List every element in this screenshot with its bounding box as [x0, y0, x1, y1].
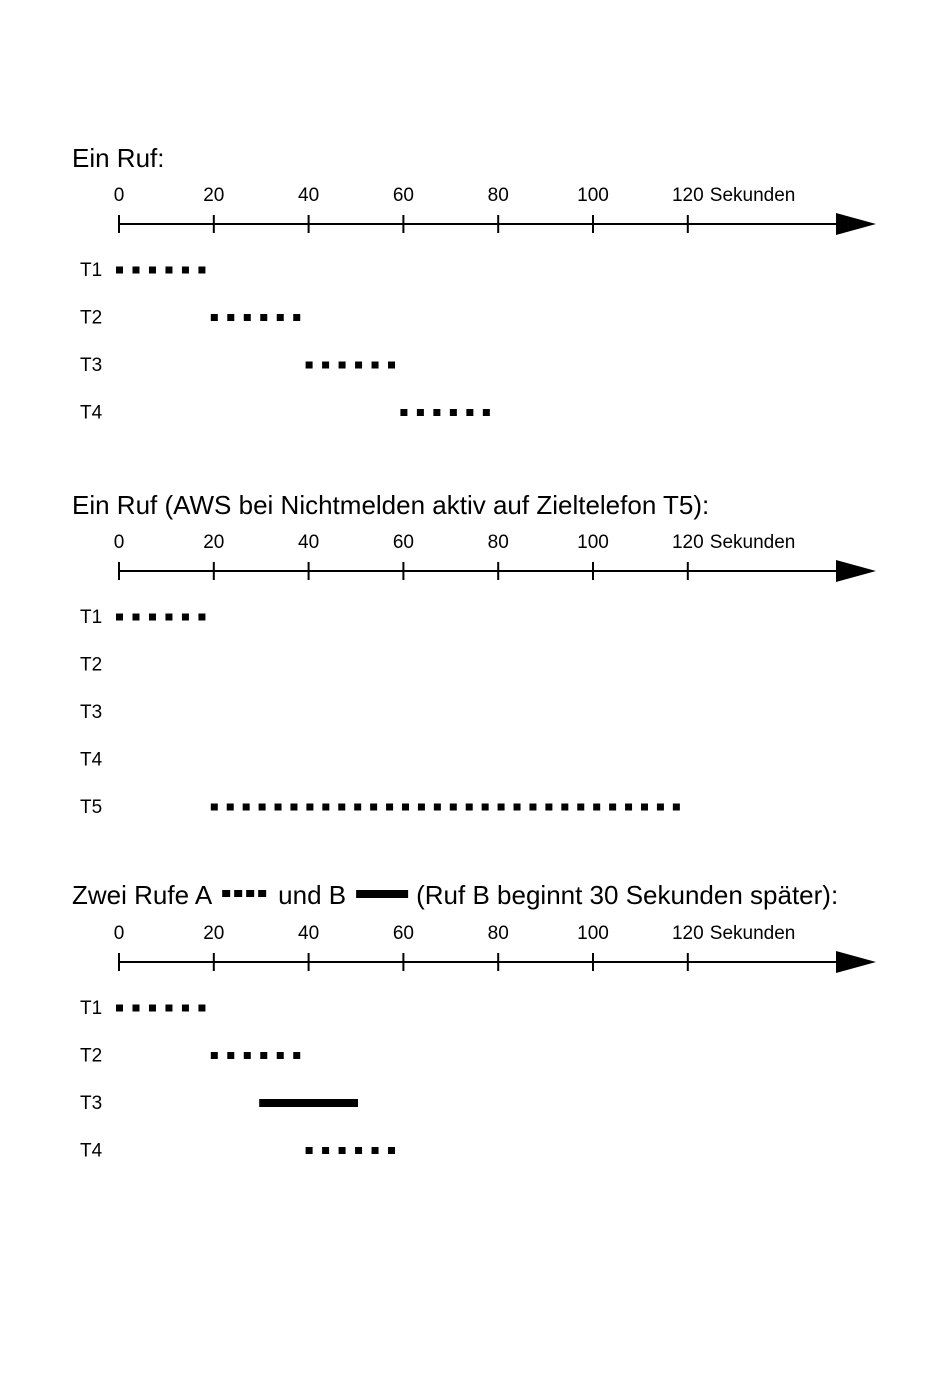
call-a-ring-dash: [577, 804, 584, 811]
axis-tick-label: 80: [487, 185, 509, 206]
call-a-ring-dash: [466, 804, 473, 811]
call-a-ring-dash: [339, 1147, 346, 1154]
call-a-ring-dash: [277, 1052, 284, 1059]
axis-tick-label: 100: [577, 923, 609, 944]
call-a-ring-dash: [132, 267, 139, 274]
call-a-ring-dash: [514, 804, 521, 811]
call-a-ring-dash: [593, 804, 600, 811]
call-a-ring-dash: [545, 804, 552, 811]
axis-unit-label: Sekunden: [709, 532, 796, 553]
call-a-ring-dash: [306, 804, 313, 811]
call-a-ring-dash: [370, 804, 377, 811]
call-a-ring-dash: [116, 614, 123, 621]
axis-tick-label: 100: [577, 532, 609, 553]
call-a-ring-dash: [355, 1147, 362, 1154]
call-a-ring-dash: [290, 804, 297, 811]
call-a-ring-dash: [244, 1052, 251, 1059]
call-a-ring-dash: [149, 614, 156, 621]
phone-row-label: T1: [80, 260, 103, 281]
call-a-ring-dash: [322, 1147, 329, 1154]
timeline-section: [72, 880, 876, 1162]
axis-tick-label: 100: [577, 185, 609, 206]
call-a-ring-dash: [244, 314, 251, 321]
call-a-ring-dash: [433, 409, 440, 416]
call-a-ring-dash: [354, 804, 361, 811]
call-a-ring-dash: [293, 1052, 300, 1059]
call-a-ring-dash: [609, 804, 616, 811]
call-a-ring-dash: [400, 409, 407, 416]
call-a-ring-dash: [211, 804, 218, 811]
axis-tick-label: 80: [487, 532, 509, 553]
call-a-ring-dash: [227, 804, 234, 811]
call-a-ring-dash: [182, 267, 189, 274]
call-a-ring-dash: [293, 314, 300, 321]
call-a-ring-dash: [165, 614, 172, 621]
axis-unit-label: Sekunden: [709, 185, 796, 206]
call-a-ring-dash: [306, 362, 313, 369]
call-a-ring-dash: [339, 362, 346, 369]
call-a-ring-dash: [259, 804, 266, 811]
call-a-ring-dash: [149, 267, 156, 274]
axis-tick-label: 60: [392, 923, 414, 944]
section-title-prefix: Zwei Rufe A: [72, 880, 213, 910]
call-a-ring-dash: [165, 267, 172, 274]
section-title-middle: und B: [278, 880, 347, 910]
axis-tick-label: 0: [113, 923, 125, 944]
legend-call-b-bar: [356, 890, 408, 898]
axis-tick-label: 0: [113, 185, 125, 206]
timeline-section: [72, 143, 876, 424]
call-a-ring-dash: [402, 804, 409, 811]
call-a-ring-dash: [211, 314, 218, 321]
axis-tick-label: 120: [671, 923, 704, 944]
call-a-ring-dash: [275, 804, 282, 811]
call-a-ring-dash: [657, 804, 664, 811]
phone-row-label: T2: [80, 1045, 103, 1067]
call-a-ring-dash: [388, 362, 395, 369]
call-a-ring-dash: [625, 804, 632, 811]
call-a-ring-dash: [434, 804, 441, 811]
call-a-ring-dash: [132, 1005, 139, 1012]
call-a-ring-dash: [198, 1005, 205, 1012]
section-title: Ein Ruf:: [72, 143, 165, 173]
legend-call-a-dash: [246, 890, 254, 897]
phone-row-label: T3: [80, 355, 103, 376]
phone-row-label: T2: [80, 307, 103, 329]
call-a-ring-dash: [372, 362, 379, 369]
call-a-ring-dash: [641, 804, 648, 811]
call-a-ring-dash: [211, 1052, 218, 1059]
phone-row-label: T1: [80, 998, 103, 1019]
call-a-ring-dash: [260, 314, 267, 321]
call-a-ring-dash: [149, 1005, 156, 1012]
call-a-ring-dash: [498, 804, 505, 811]
call-b-ring-bar: [259, 1099, 358, 1107]
time-axis-arrowhead: [836, 951, 876, 973]
time-axis-arrowhead: [836, 213, 876, 235]
call-a-ring-dash: [198, 614, 205, 621]
call-a-ring-dash: [466, 409, 473, 416]
call-a-ring-dash: [132, 614, 139, 621]
axis-unit-label: Sekunden: [709, 923, 796, 944]
axis-tick-label: 40: [298, 532, 320, 553]
call-a-ring-dash: [561, 804, 568, 811]
axis-tick-label: 60: [392, 185, 414, 206]
timeline-section: [72, 490, 876, 818]
axis-tick-label: 60: [392, 532, 414, 553]
call-a-ring-dash: [483, 409, 490, 416]
axis-tick-label: 120: [671, 532, 704, 553]
call-a-ring-dash: [355, 362, 362, 369]
call-a-ring-dash: [116, 267, 123, 274]
axis-tick-label: 20: [203, 923, 225, 944]
call-a-ring-dash: [372, 1147, 379, 1154]
axis-tick-label: 120: [671, 185, 704, 206]
axis-tick-label: 40: [298, 185, 320, 206]
call-a-ring-dash: [227, 1052, 234, 1059]
phone-row-label: T1: [80, 607, 103, 628]
section-title: Ein Ruf (AWS bei Nichtmelden aktiv auf Zieltelefon T5):: [72, 490, 710, 520]
phone-row-label: T2: [80, 654, 103, 676]
axis-tick-label: 20: [203, 185, 225, 206]
call-a-ring-dash: [243, 804, 250, 811]
time-axis-arrowhead: [836, 560, 876, 582]
call-a-ring-dash: [450, 409, 457, 416]
phone-row-label: T4: [80, 749, 103, 771]
call-a-ring-dash: [260, 1052, 267, 1059]
call-a-ring-dash: [165, 1005, 172, 1012]
axis-tick-label: 20: [203, 532, 225, 553]
phone-row-label: T3: [80, 1093, 103, 1114]
call-a-ring-dash: [673, 804, 680, 811]
section-title-suffix: (Ruf B beginnt 30 Sekunden später):: [416, 880, 839, 910]
call-a-ring-dash: [529, 804, 536, 811]
call-a-ring-dash: [386, 804, 393, 811]
call-a-ring-dash: [450, 804, 457, 811]
legend-call-a-dash: [258, 890, 266, 897]
legend-call-a-dash: [222, 890, 230, 897]
call-a-ring-dash: [417, 409, 424, 416]
call-a-ring-dash: [182, 1005, 189, 1012]
legend-call-a-dash: [234, 890, 242, 897]
call-a-ring-dash: [418, 804, 425, 811]
call-a-ring-dash: [116, 1005, 123, 1012]
phone-row-label: T3: [80, 702, 103, 723]
call-a-ring-dash: [277, 314, 284, 321]
call-a-ring-dash: [322, 362, 329, 369]
phone-row-label: T4: [80, 402, 103, 424]
call-a-ring-dash: [322, 804, 329, 811]
call-a-ring-dash: [182, 614, 189, 621]
phone-row-label: T4: [80, 1140, 103, 1162]
phone-row-label: T5: [80, 797, 103, 818]
call-a-ring-dash: [198, 267, 205, 274]
call-a-ring-dash: [306, 1147, 313, 1154]
call-a-ring-dash: [227, 314, 234, 321]
axis-tick-label: 40: [298, 923, 320, 944]
call-a-ring-dash: [338, 804, 345, 811]
axis-tick-label: 80: [487, 923, 509, 944]
axis-tick-label: 0: [113, 532, 125, 553]
call-a-ring-dash: [388, 1147, 395, 1154]
call-a-ring-dash: [482, 804, 489, 811]
